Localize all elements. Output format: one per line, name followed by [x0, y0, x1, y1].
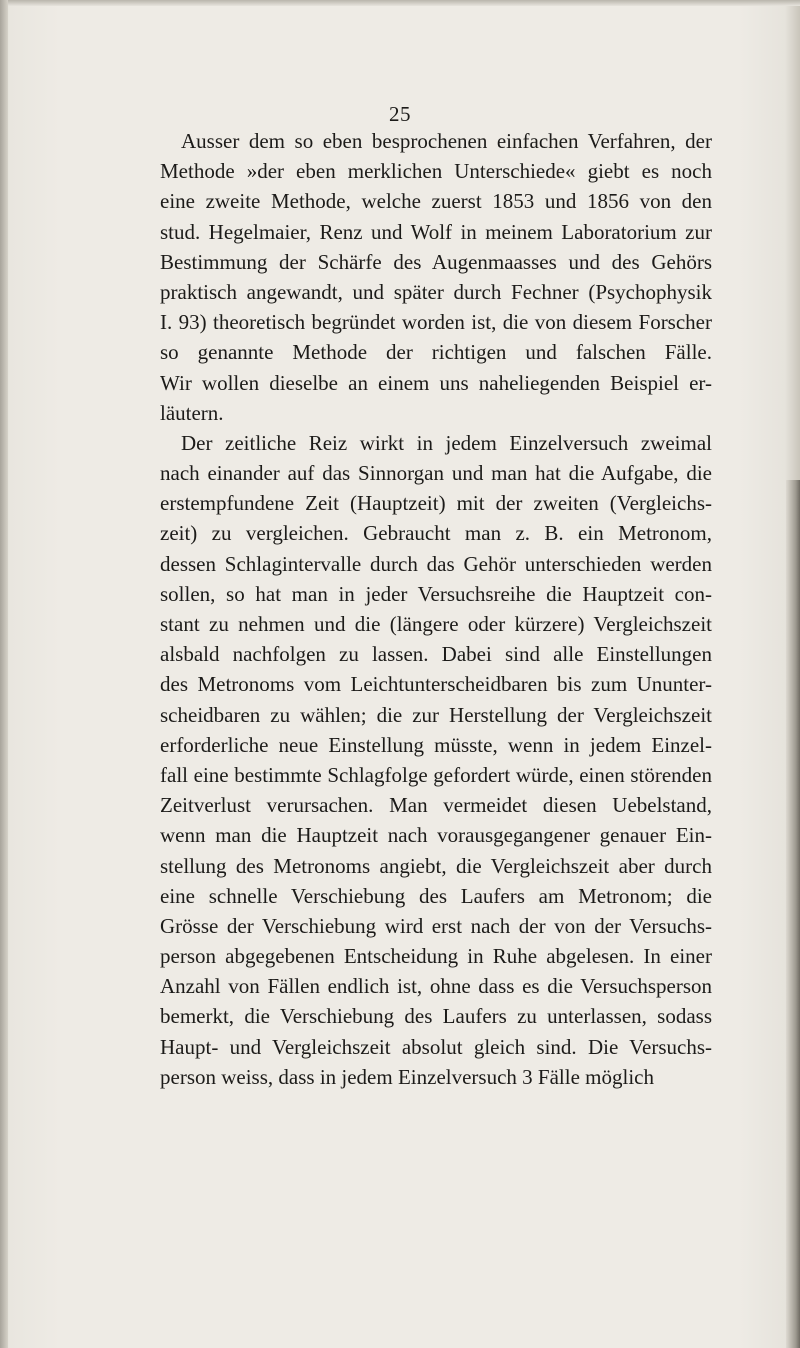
page-right-edge [786, 480, 800, 1348]
text-line: nach einander auf das Sinnorgan und man hat die Aufgabe, die [160, 461, 712, 486]
text-line: Der zeitliche Reiz wirkt in jedem Einzelversuch zweimal [181, 430, 712, 455]
text-line: praktisch angewandt, und später durch Fechner (Psychophysik [160, 279, 712, 304]
text-line: erforderliche neue Einstellung müsste, wenn in jedem Einzel- [160, 732, 712, 757]
text-line: Anzahl von Fällen endlich ist, ohne dass es die Versuchsperson [160, 974, 712, 999]
text-line: person abgegebenen Entscheidung in Ruhe abgelesen. In einer [160, 944, 712, 969]
text-line: sollen, so hat man in jeder Versuchsreihe die Hauptzeit con- [160, 581, 712, 606]
text-line: Haupt- und Vergleichszeit absolut gleich sind. Die Versuchs- [160, 1034, 712, 1059]
text-line: Methode »der eben merklichen Unterschiede« giebt es noch [160, 159, 712, 184]
text-line: alsbald nachfolgen zu lassen. Dabei sind alle Einstellungen [160, 642, 712, 667]
text-line: zeit) zu vergleichen. Gebraucht man z. B. ein Metronom, [160, 521, 712, 546]
text-line: des Metronoms vom Leichtunterscheidbaren bis zum Ununter- [160, 672, 712, 697]
text-line: fall eine bestimmte Schlagfolge gefordert würde, einen störenden [160, 762, 712, 787]
text-line: wenn man die Hauptzeit nach vorausgegangener genauer Ein- [160, 823, 712, 848]
page-top-edge [0, 0, 800, 6]
body-text [160, 126, 712, 1092]
text-line: stant zu nehmen und die (längere oder kürzere) Vergleichszeit [160, 612, 712, 636]
text-line: Zeitverlust verursachen. Man vermeidet diesen Uebelstand, [160, 793, 712, 818]
text-line: erstempfundene Zeit (Hauptzeit) mit der zweiten (Vergleichs- [160, 491, 712, 516]
text-line: eine schnelle Verschiebung des Laufers am Metronom; die [160, 883, 712, 908]
text-line: stellung des Metronoms angiebt, die Vergleichszeit aber durch [160, 853, 712, 878]
text-line: dessen Schlagintervalle durch das Gehör unterschieden werden [160, 551, 712, 576]
text-line: Bestimmung der Schärfe des Augenmaasses und des Gehörs [160, 249, 712, 274]
text-line: läutern. [160, 400, 224, 425]
text-line: person weiss, dass in jedem Einzelversuch 3 Fälle möglich [160, 1064, 654, 1089]
text-line: Grösse der Verschiebung wird erst nach der von der Versuchs- [160, 913, 712, 938]
text-line: Ausser dem so eben besprochenen einfachen Verfahren, der [181, 129, 712, 153]
text-line: Wir wollen dieselbe an einem uns naheliegenden Beispiel er- [160, 370, 712, 395]
page-number: 25 [389, 102, 411, 126]
text-line: so genannte Methode der richtigen und falschen Fälle. [160, 340, 712, 365]
text-line: stud. Hegelmaier, Renz und Wolf in meinem Laboratorium zur [160, 219, 712, 244]
text-line: bemerkt, die Verschiebung des Laufers zu unterlassen, sodass [160, 1004, 712, 1029]
text-line: scheidbaren zu wählen; die zur Herstellung der Vergleichszeit [160, 702, 712, 727]
page-left-edge [0, 0, 8, 1348]
text-line: I. 93) theoretisch begründet worden ist, die von diesem Forscher [160, 310, 712, 335]
text-line: eine zweite Methode, welche zuerst 1853 und 1856 von den [160, 189, 712, 214]
